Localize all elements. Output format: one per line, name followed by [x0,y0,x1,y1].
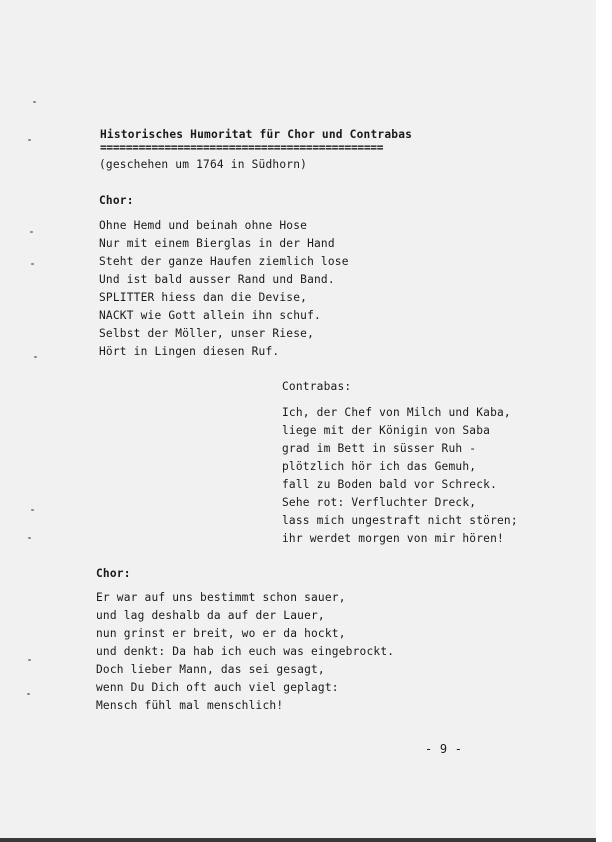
section-speaker: Chor: [96,567,131,580]
paper-speck [28,537,31,539]
paper-speck [27,693,30,695]
verse-line: plötzlich hör ich das Gemuh, [282,460,477,473]
verse-line: Nur mit einem Bierglas in der Hand [99,237,335,250]
document-subtitle: (geschehen um 1764 in Südhorn) [99,158,308,171]
verse-line: und lag deshalb da auf der Lauer, [96,609,325,622]
verse-line: ihr werdet morgen von mir hören! [282,532,504,545]
paper-speck [30,231,33,233]
verse-line: NACKT wie Gott allein ihn schuf. [99,309,321,322]
paper-speck [28,139,31,141]
paper-speck [33,101,36,103]
verse-line: liege mit der Königin von Saba [282,424,491,437]
verse-line: fall zu Boden bald vor Schreck. [282,478,497,491]
verse-line: lass mich ungestraft nicht stören; [282,514,518,527]
paper-speck [31,263,34,265]
verse-line: Mensch fühl mal menschlich! [96,699,284,712]
verse-line: Ich, der Chef von Milch und Kaba, [282,406,511,419]
verse-line: Doch lieber Mann, das sei gesagt, [96,663,325,676]
paper-speck [28,659,31,661]
section-speaker: Chor: [99,194,134,207]
document-title: Historisches Humoritat für Chor und Contrabas [100,128,413,141]
paper-speck [31,509,34,511]
verse-line: wenn Du Dich oft auch viel geplagt: [96,681,339,694]
verse-line: Steht der ganze Haufen ziemlich lose [99,255,349,268]
verse-line: grad im Bett in süsser Ruh - [282,442,477,455]
page-number: - 9 - [425,742,463,756]
verse-line: Hört in Lingen diesen Ruf. [99,345,280,358]
verse-line: SPLITTER hiess dan die Devise, [99,291,308,304]
section-speaker: Contrabas: [282,380,352,393]
paper-speck [34,356,37,358]
verse-line: Und ist bald ausser Rand und Band. [99,273,335,286]
verse-line: Selbst der Möller, unser Riese, [99,327,314,340]
verse-line: Ohne Hemd und beinah ohne Hose [99,219,308,232]
verse-line: und denkt: Da hab ich euch was eingebrockt. [96,645,395,658]
page-bottom-edge [0,838,596,842]
verse-line: nun grinst er breit, wo er da hockt, [96,627,346,640]
verse-line: Er war auf uns bestimmt schon sauer, [96,591,346,604]
verse-line: Sehe rot: Verfluchter Dreck, [282,496,477,509]
scan-margin [596,0,612,842]
title-underline: ============================================ [100,141,384,154]
